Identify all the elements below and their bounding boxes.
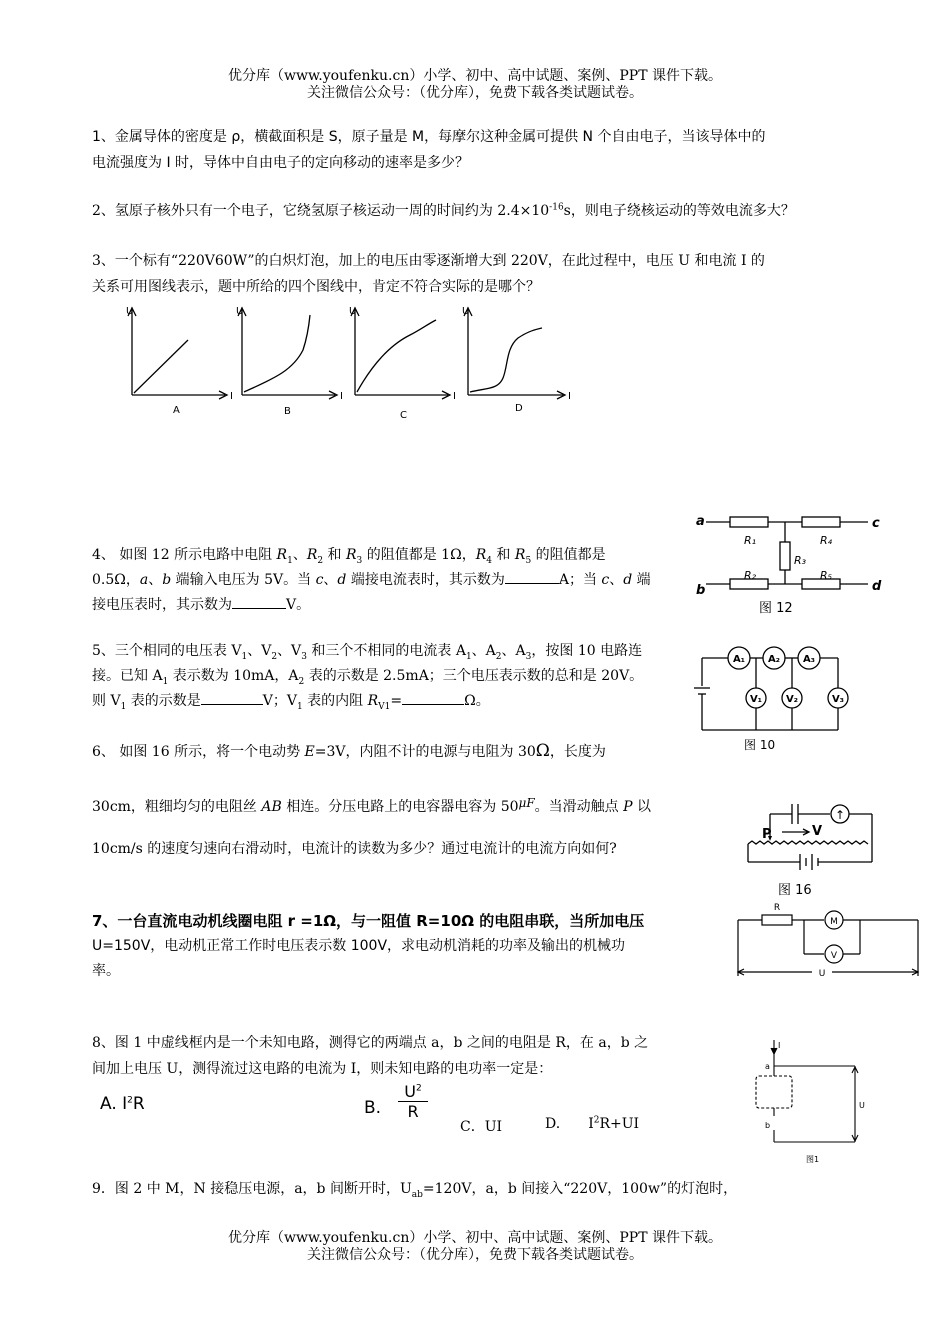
- node-b-label: b: [765, 1121, 771, 1130]
- q4-blank-voltage[interactable]: [232, 608, 286, 609]
- question-5-line-1: 5、三个相同的电压表 $V_1$、$V_2$、$V_3$ 和三个不相同的电流表 $A_1$、$A_2$、$A_3$，按图 10 电路连: [92, 643, 643, 662]
- question-7-line-3: 率。: [92, 963, 120, 979]
- question-1-line-2: 电流强度为 I 时，导体中自由电子的定向移动的速率是多少？: [92, 155, 470, 171]
- header-line-2: 关注微信公众号：（优分库），免费下载各类试题试卷。: [307, 85, 643, 101]
- q2-exponent: -16: [549, 202, 564, 213]
- question-9: 9．图 2 中 M，N 接稳压电源，a，b 间断开时，$U_{ab}=120V$，a，b 间接入“220V，100w”的灯泡时，: [92, 1181, 738, 1200]
- resistor-r3: [780, 542, 790, 570]
- graph-a-y-label: U: [126, 306, 134, 317]
- resistor-r: [762, 915, 792, 925]
- graph-c-x-label: I: [453, 391, 456, 402]
- graph-b-curve: [244, 315, 310, 392]
- graph-b-x-label: I: [340, 391, 343, 402]
- graph-c: [351, 308, 450, 399]
- question-6-line-2: 30cm，粗细均匀的电阻丝 AB 相连。分压电路上的电容器电容为 50μF。当滑动触点 P 以: [92, 796, 651, 815]
- q3-ui-graphs: [120, 300, 590, 425]
- graph-d-curve: [470, 328, 542, 392]
- graph-a-caption: A: [173, 405, 180, 416]
- graph-d-x-label: I: [568, 391, 571, 402]
- u-label: U: [818, 969, 826, 979]
- r3-label: R₃: [794, 554, 807, 567]
- graph-d-y-label: U: [462, 306, 470, 317]
- node-a-label: a: [765, 1062, 770, 1071]
- graph-b-y-label: U: [236, 306, 244, 317]
- r5-label: R₅: [820, 569, 833, 582]
- terminal-a-label: a: [696, 514, 705, 529]
- slider-label-p: P: [762, 827, 772, 842]
- resistor-r4: [802, 517, 840, 527]
- graph-c-caption: C: [400, 410, 407, 421]
- figure-10-circuit: [690, 640, 860, 755]
- q2-text-pre: 2、氢原子核外只有一个电子，它绕氢原子核运动一周的时间约为 2.4×10: [92, 203, 550, 219]
- question-5-line-2: 接。已知 $A_1$ 表示数为 10mA，$A_2$ 表的示数是 2.5mA；三个电压表示数的总和是 20V。: [92, 668, 644, 687]
- terminal-c-label: c: [872, 516, 880, 531]
- graph-d: [464, 308, 565, 399]
- question-4-line-3: 接电压表时，其示数为 V。: [92, 597, 311, 613]
- r4-label: R₄: [820, 534, 833, 547]
- figure-1-circuit: [750, 1036, 870, 1168]
- voltage-label-u: U: [859, 1101, 865, 1110]
- question-6-line-1: 6、 如图 16 所示，将一个电动势 E=3V，内阻不计的电源与电阻为 30Ω，长度为: [92, 741, 606, 761]
- question-2: [92, 198, 795, 224]
- graph-a-curve: [134, 340, 188, 393]
- graph-b-caption: B: [284, 406, 291, 417]
- galvanometer-arrow: ↑: [834, 808, 846, 822]
- q8-option-c[interactable]: C．UI: [460, 1119, 503, 1135]
- q2-text-post: s，则电子绕核运动的等效电流多大？: [563, 203, 795, 219]
- question-7-line-2: U=150V，电动机正常工作时电压表示数 100V，求电动机消耗的功率及输出的机械功: [92, 938, 626, 954]
- terminal-d-label: d: [872, 579, 882, 594]
- graph-a: [128, 308, 227, 399]
- figure-12-circuit: [692, 506, 892, 621]
- motor-label: M: [830, 917, 838, 927]
- q8-option-b-fraction[interactable]: $U^2$ R: [398, 1082, 428, 1121]
- question-5-line-3: 则 $V_1$ 表的示数是 V；$V_1$ 表的内阻 $R_{V1}= \Omega$。: [92, 693, 490, 712]
- figure-1-caption: 图1: [806, 1155, 820, 1164]
- resistor-r1: [730, 517, 768, 527]
- terminal-b-label: b: [696, 583, 706, 598]
- graph-d-caption: D: [515, 403, 523, 414]
- question-4-line-2: 0.5Ω，a、b 端输入电压为 5V。当 c、d 端接电流表时，其示数为 A；当 c、d 端: [92, 572, 651, 588]
- a3-label: A₃: [802, 654, 816, 665]
- question-4-line-1: 4、 如图 12 所示电路中电阻 $R_1$、$R_2$ 和 $R_3$ 的阻值都是 1Ω，$R_4$ 和 $R_5$ 的阻值都是: [92, 547, 606, 566]
- figure-16-caption: 图 16: [778, 883, 812, 898]
- q4-blank-current[interactable]: [505, 583, 559, 584]
- q5-blank-v1-reading[interactable]: [201, 704, 263, 705]
- current-label-i: I: [778, 1041, 781, 1050]
- question-6-line-3: 10cm/s 的速度匀速向右滑动时，电流计的读数为多少？通过电流计的电流方向如何?: [92, 841, 617, 857]
- question-7-line-1: 7、一台直流电动机线圈电阻 r =1Ω，与一阻值 R=10Ω 的电阻串联，当所加电压: [92, 912, 645, 930]
- velocity-label-v: V: [812, 824, 823, 839]
- v1-label: V₁: [749, 694, 763, 705]
- footer-line-2: 关注微信公众号：（优分库），免费下载各类试题试卷。: [307, 1247, 643, 1263]
- graph-a-x-label: I: [230, 391, 233, 402]
- figure-16-circuit: [742, 796, 882, 900]
- v2-label: V₂: [785, 694, 799, 705]
- r1-label: R₁: [744, 534, 757, 547]
- header-line-1: 优分库（www.youfenku.cn）小学、初中、高中试题、案例、PPT 课件下载。: [227, 68, 722, 84]
- unknown-circuit-box: [756, 1076, 792, 1108]
- q5-blank-v1-resistance[interactable]: [402, 704, 464, 705]
- r-label: R: [773, 903, 781, 913]
- a2-label: A₂: [767, 654, 781, 665]
- graph-c-curve: [357, 320, 436, 392]
- question-8-line-2: 间加上电压 U，测得流过这电路的电流为 I，则未知电路的电功率一定是：: [92, 1061, 553, 1077]
- v3-label: V₃: [831, 694, 845, 705]
- r2-label: R₂: [744, 569, 757, 582]
- q8-option-d[interactable]: D. $I^2R+UI$: [545, 1115, 640, 1132]
- figure-12-caption: 图 12: [759, 601, 793, 616]
- a1-label: A₁: [732, 654, 746, 665]
- graph-b: [238, 308, 337, 399]
- question-8-line-1: 8、图 1 中虚线框内是一个未知电路，测得它的两端点 a，b 之间的电阻是 R，在 a，b 之: [92, 1035, 649, 1051]
- footer-line-1: 优分库（www.youfenku.cn）小学、初中、高中试题、案例、PPT 课件下载。: [227, 1230, 722, 1246]
- figure-motor-circuit: [732, 898, 932, 984]
- voltmeter-label: V: [830, 951, 838, 961]
- graph-c-y-label: U: [349, 306, 357, 317]
- question-3-line-2: 关系可用图线表示，题中所给的四个图线中，肯定不符合实际的是哪个？: [92, 279, 540, 295]
- q8-option-a[interactable]: A. $I^2R$: [100, 1094, 145, 1114]
- question-1-line-1: 1、金属导体的密度是 ρ，横截面积是 S，原子量是 M，每摩尔这种金属可提供 N 个自由电子，当该导体中的: [92, 129, 766, 145]
- question-3-line-1: 3、一个标有“220V60W”的白炽灯泡，加上的电压由零逐渐增大到 220V，在此过程中，电压 U 和电流 I 的: [92, 253, 765, 269]
- q8-option-b-label[interactable]: B.: [364, 1098, 382, 1118]
- figure-10-caption: 图 10: [744, 738, 776, 752]
